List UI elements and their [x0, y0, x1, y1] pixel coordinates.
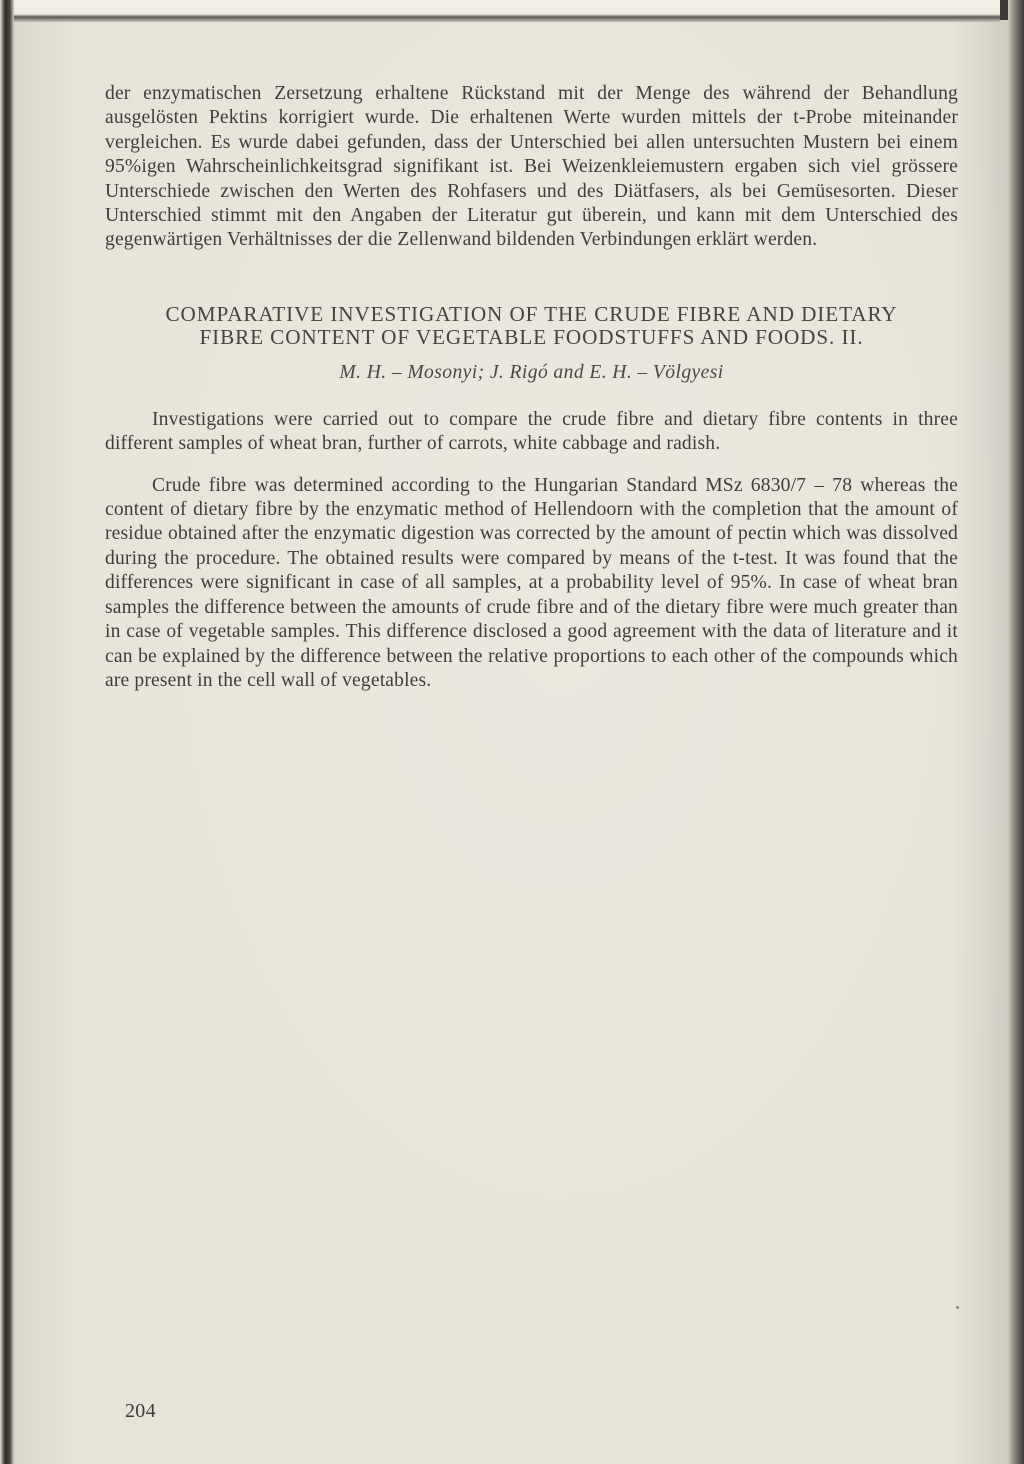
spacer	[105, 384, 958, 408]
scan-left-edge	[0, 0, 14, 1464]
article-title	[105, 303, 958, 350]
page-content	[105, 82, 958, 693]
abstract-paragraph-1: Investigations were carried out to compare the crude fibre and dietary fibre contents in three different samples of wheat bran, further of carrots, white cabbage and radish.	[105, 408, 958, 455]
abstract-paragraph-2: Crude fibre was determined according to the Hungarian Standard MSz 6830/7 – 78 whereas the content of dietary fibre by the enzymatic method of Hellendoorn with the completion that the amount of residue obtained after the enzymatic digestion was corrected by the amount of pectin which was dissolved during the procedure. The obtained results were compared by means of the t-test. It was found that the differences were significant in case of all samples, at a probability level of 95%. In case of wheat bran samples the difference between the amounts of crude fibre and of the dietary fibre were much greater than in case of vegetable samples. This difference disclosed a good agreement with the data of literature and it can be explained by the difference between the relative proportions to each other of the compounds which are present in the cell wall of vegetables.	[105, 474, 958, 691]
scan-top-edge	[0, 0, 1000, 22]
paper-speck	[956, 1306, 959, 1309]
article-title-line-1: COMPARATIVE INVESTIGATION OF THE CRUDE FIBRE AND DIETARY	[165, 301, 898, 326]
spacer	[105, 457, 958, 474]
article-authors: M. H. – Mosonyi; J. Rigó and E. H. – Völgyesi	[339, 361, 724, 383]
german-summary-paragraph: der enzymatischen Zersetzung erhaltene Rückstand mit der Menge des während der Behandlung ausgelösten Pektins korrigiert wurde. Die erhaltenen Werte wurden mittels der t-Probe miteinander vergleichen. Es wurde dabei gefunden, dass der Unterschied bei allen untersuchten Mustern bei einem 95%igen Wahrscheinlichkeitsgrad signifikant ist. Bei Weizenkleiemustern ergaben sich viel grössere Unterschiede zwischen den Werten des Rohfasers und des Diätfasers, als bei Gemüsesorten. Dieser Unterschied stimmt mit den Angaben der Literatur gut überein, und kann mit dem Unterschied des gegenwärtigen Verhältnisses der die Zellenwand bildenden Verbindungen erklärt werden.	[105, 83, 958, 251]
scanned-page	[12, 20, 1010, 1464]
article-title-line-2: FIBRE CONTENT OF VEGETABLE FOODSTUFFS AND FOODS. II.	[199, 325, 864, 350]
scan-right-edge	[1008, 0, 1024, 1464]
page-number: 204	[125, 1400, 156, 1422]
